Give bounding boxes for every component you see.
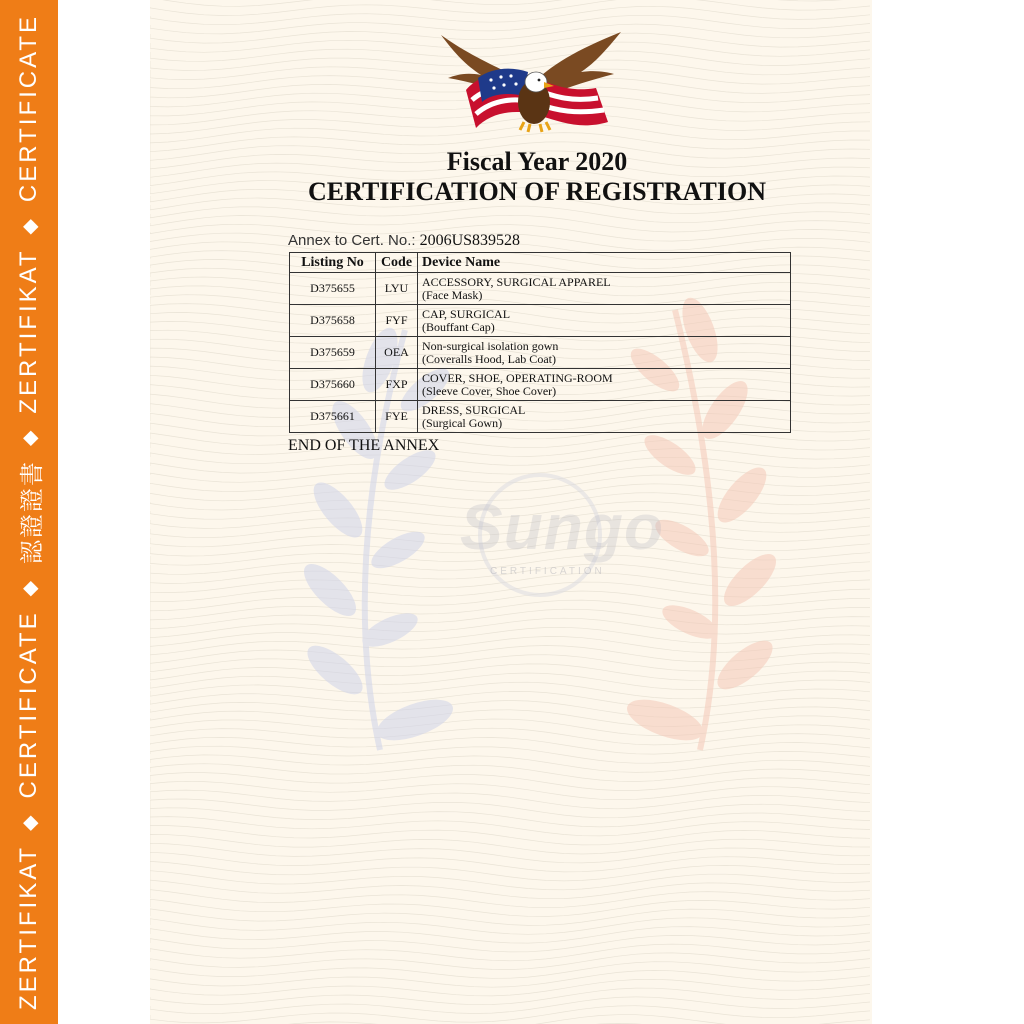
device-detail: (Face Mask) <box>422 287 483 302</box>
wave-line <box>150 979 870 996</box>
watermark-brand: Sungo <box>460 491 665 563</box>
diamond-icon: ◆ <box>18 812 41 831</box>
wave-line <box>150 0 870 16</box>
device-name-cell <box>418 401 791 433</box>
wave-line <box>150 843 870 863</box>
device-detail: (Bouffant Cap) <box>422 319 495 334</box>
sidebar-segment: ZERTIFIKAT <box>15 844 42 1011</box>
table-row <box>290 273 791 305</box>
table-row <box>290 305 791 337</box>
device-name: COVER, SHOE, OPERATING-ROOM <box>422 370 613 385</box>
wave-line <box>150 997 870 1014</box>
certificate-page <box>150 0 872 1024</box>
sidebar-segment: 認證證書 <box>18 460 46 564</box>
listing-no-cell: D375661 <box>290 401 376 433</box>
wave-line <box>150 988 870 1005</box>
eagle-head <box>525 72 547 92</box>
sidebar-vertical-text <box>0 0 58 1024</box>
listing-no-cell: D375655 <box>290 273 376 305</box>
column-header-device-name: Device Name <box>418 253 791 273</box>
listing-no-cell: D375658 <box>290 305 376 337</box>
wave-line <box>150 944 870 961</box>
device-name-cell <box>418 273 791 305</box>
device-detail: (Sleeve Cover, Shoe Cover) <box>422 383 557 398</box>
wave-line <box>150 890 870 908</box>
code-cell: FXP <box>376 369 418 401</box>
end-of-annex-text: END OF THE ANNEX <box>288 437 440 454</box>
device-detail: (Surgical Gown) <box>422 415 503 430</box>
listing-no-cell: D375659 <box>290 337 376 369</box>
wave-line <box>150 215 870 232</box>
wave-line <box>150 962 870 979</box>
watermark-subtext: CERTIFICATION <box>490 566 605 577</box>
device-detail: (Coveralls Hood, Lab Coat) <box>422 351 556 366</box>
table-row <box>290 401 791 433</box>
annex-label: Annex to Cert. No.: <box>288 232 416 249</box>
wave-line <box>150 918 870 935</box>
device-name: CAP, SURGICAL <box>422 306 511 321</box>
column-header-listing-no: Listing No <box>290 253 376 273</box>
device-name: Non-surgical isolation gown <box>422 338 559 353</box>
diamond-icon: ◆ <box>18 216 41 235</box>
wave-line <box>150 852 870 872</box>
certificate-sidebar-band <box>0 0 58 1024</box>
device-name-cell <box>418 369 791 401</box>
eagle-flag-emblem-icon <box>436 30 626 138</box>
column-header-code: Code <box>376 253 418 273</box>
cert-number: 2006US839528 <box>419 232 521 249</box>
table-row <box>290 337 791 369</box>
certificate-title: CERTIFICATION OF REGISTRATION <box>307 177 766 206</box>
sidebar-segment: CERTIFICATE <box>15 13 42 203</box>
sidebar-segment: CERTIFICATE <box>15 610 42 799</box>
diamond-icon: ◆ <box>18 578 41 597</box>
table-row <box>290 369 791 401</box>
code-cell: FYE <box>376 401 418 433</box>
diamond-icon: ◆ <box>18 427 41 446</box>
table-header-row <box>290 253 791 273</box>
sidebar-segment: ZERTIFIKAT <box>15 248 42 414</box>
wave-line <box>150 0 870 6</box>
device-listing-table <box>289 252 791 433</box>
wave-line <box>150 927 870 944</box>
code-cell: FYF <box>376 305 418 337</box>
device-name: ACCESSORY, SURGICAL APPAREL <box>422 274 611 289</box>
wave-line <box>150 206 870 223</box>
code-cell: OEA <box>376 337 418 369</box>
wave-line <box>150 953 870 970</box>
wave-line <box>150 970 870 987</box>
listing-no-cell: D375660 <box>290 369 376 401</box>
device-name: DRESS, SURGICAL <box>422 402 526 417</box>
wave-line <box>150 935 870 952</box>
code-cell: LYU <box>376 273 418 305</box>
fiscal-year-heading: Fiscal Year 2020 <box>446 147 628 176</box>
annex-cert-number-line <box>288 232 520 250</box>
device-name-cell <box>418 337 791 369</box>
device-name-cell <box>418 305 791 337</box>
wave-line <box>150 6 870 24</box>
